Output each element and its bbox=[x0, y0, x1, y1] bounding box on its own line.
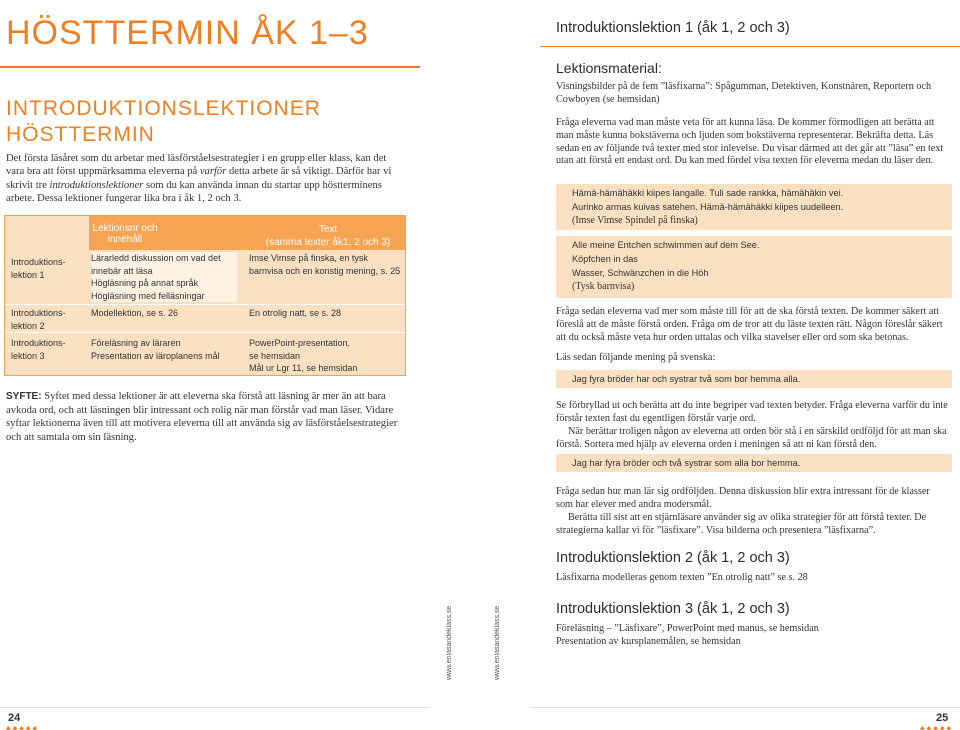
website-url: www.enlasandeklass.se bbox=[446, 605, 453, 680]
website-url: www.enlasandeklass.se bbox=[494, 605, 501, 680]
finnish-text-box: Hämä-hämähäkki kiipes langalle. Tuli sade rankka, hämähäkin vei. Aurinko armas kuivas satehen. Hämä-hämähäkki kiipes uudelleen. (Imse Vimse Spindel på finska) bbox=[556, 184, 952, 230]
table-row-label: Introduktions- lektion 2 bbox=[11, 308, 66, 331]
paragraph: Berätta till sist att en stjärnläsare använder sig av olika strategier för att förstå texter. De strategierna kallar vi för ”läsfixare”. Visa bilderna och presentera ”läsfixarna”. bbox=[556, 512, 927, 536]
table-row-content: Modellektion, se s. 26 bbox=[91, 308, 179, 318]
table-row-text: PowerPoint-presentation, se hemsidan Mål ur Lgr 11, se hemsidan bbox=[249, 338, 358, 373]
lesson-table bbox=[4, 215, 406, 376]
table-row-label: Introduktions- lektion 3 bbox=[11, 338, 66, 361]
intro-paragraph: Det första läsåret som du arbetar med läsförståelsestrategier i en grupp eller klass, kan det vara bra att först uppmärksamma eleverna på varför detta arbete är så viktigt. Därför har vi skrivit tre introduktionslektioner som du kan använda innan du startar upp höstterminens arbete. Dessa lektioner fungerar lika bra i åk 1, 2 och 3. bbox=[6, 153, 392, 205]
scrambled-sentence: Jag fyra bröder har och systrar två som bor hemma alla. bbox=[556, 370, 952, 388]
paragraph: När berättar troligen någon av eleverna att orden bör stå i en särskild ordföljd för att man ska förstå. Sortera med hjälp av eleverna orden i meningen så att ni kan förstå den. bbox=[556, 426, 947, 450]
table-row-text: Imse Vimse på finska, en tysk barnvisa och en konstig mening, s. 25 bbox=[249, 253, 401, 276]
paragraph: Se förbryllad ut och berätta att du inte begriper vad texten betyder. Fråga eleverna varför du inte förstår texten fast du egentligen förstår varje ord. bbox=[556, 400, 948, 424]
lesson-2-text: Läsfixarna modelleras genom texten ”En otrolig natt” se s. 28 bbox=[556, 572, 808, 583]
footer-dots: ◆◆◆◆◆ bbox=[920, 725, 954, 730]
table-row-content: Föreläsning av läraren Presentation av läroplanens mål bbox=[91, 338, 220, 361]
footer-line bbox=[0, 707, 430, 708]
purpose-paragraph: SYFTE: Syftet med dessa lektioner är att eleverna ska förstå att läsning är mer än att bara avkoda ord, och att läsningen blir intressant och rolig när man förstår vad man läser. Vidare syftar lektionerna även till att motivera eleverna till att använda sig av läsförståelsestrategier och att samtala om sin läsning. bbox=[6, 391, 398, 443]
table-header bbox=[89, 216, 405, 250]
row-divider bbox=[5, 332, 405, 333]
lesson-3-heading: Introduktionslektion 3 (åk 1, 2 och 3) bbox=[556, 601, 790, 617]
page-number: 25 bbox=[936, 712, 949, 724]
lesson-3-text: Presentation av kursplanemålen, se hemsidan bbox=[556, 636, 741, 647]
heading-divider bbox=[540, 46, 960, 47]
lesson-2-heading: Introduktionslektion 2 (åk 1, 2 och 3) bbox=[556, 550, 790, 566]
material-heading: Lektionsmaterial: bbox=[556, 60, 662, 76]
footer-line bbox=[530, 707, 960, 708]
table-row-text: En otrolig natt, se s. 28 bbox=[249, 308, 342, 318]
table-row-content: Lärarledd diskussion om vad det innebär att läsa Högläsning på annat språk Högläsning med felläsningar bbox=[91, 253, 221, 301]
finnish-caption: (Imse Vimse Spindel på finska) bbox=[572, 215, 698, 226]
paragraph: Fråga sedan eleverna vad mer som måste till för att de ska förstå texten. De kommer säkert att föreslå att de måste förstå orden. Fråga om de tror att du läste texten rätt. Någon föreslår säkert att du också måste veta hur orden uttalas och vilka stavelser eller ord som ska betonas. bbox=[556, 306, 943, 343]
header-text: Text (samma texter åk1, 2 och 3) bbox=[265, 224, 391, 248]
row-divider bbox=[5, 304, 405, 305]
page-number: 24 bbox=[8, 712, 21, 724]
paragraph: Fråga eleverna vad man måste veta för att kunna läsa. De kommer förmodligen att berätta att man måste kunna bokstäverna och ljuden som bokstäverna representerar. Bekräfta detta. Läs sedan en av följande två texter med stor inlevelse. Du visar därmed att det går att ”läsa” en text utan att förstå ett endast ord. Du kan med fördel visa texten för eleverna medan du läser den. bbox=[556, 117, 944, 167]
lesson-1-heading: Introduktionslektion 1 (åk 1, 2 och 3) bbox=[556, 20, 790, 36]
german-caption: (Tysk barnvisa) bbox=[572, 281, 635, 292]
header-content: Lektionsnr och innehåll bbox=[92, 223, 158, 245]
paragraph: Läs sedan följande mening på svenska: bbox=[556, 352, 716, 363]
paragraph: Fråga sedan hur man lär sig ordföljden. Denna diskussion blir extra intressant för de klasser som har elever med andra modersmål. bbox=[556, 486, 930, 510]
lesson-3-text: Föreläsning – ”Läsfixare”, PowerPoint med manus, se hemsidan bbox=[556, 623, 819, 634]
sorted-sentence: Jag har fyra bröder och två systrar som alla bor hemma. bbox=[556, 454, 952, 472]
german-text-box: Alle meine Entchen schwimmen auf dem See. Köpfchen in das Wasser, Schwänzchen in die Höh (Tysk barnvisa) bbox=[556, 236, 952, 298]
title-divider bbox=[0, 66, 420, 68]
table-row-label: Introduktions- lektion 1 bbox=[11, 257, 66, 280]
footer-dots: ◆◆◆◆◆ bbox=[6, 725, 40, 730]
material-text: Visningsbilder på de fem ”läsfixarna”: Spågumman, Detektiven, Konstnären, Reportern och Cowboyen (se hemsidan) bbox=[556, 81, 932, 105]
section-title: INTRODUKTIONSLEKTIONER HÖSTTERMIN bbox=[6, 97, 321, 146]
page-title: HÖSTTERMIN ÅK 1–3 bbox=[6, 14, 369, 52]
